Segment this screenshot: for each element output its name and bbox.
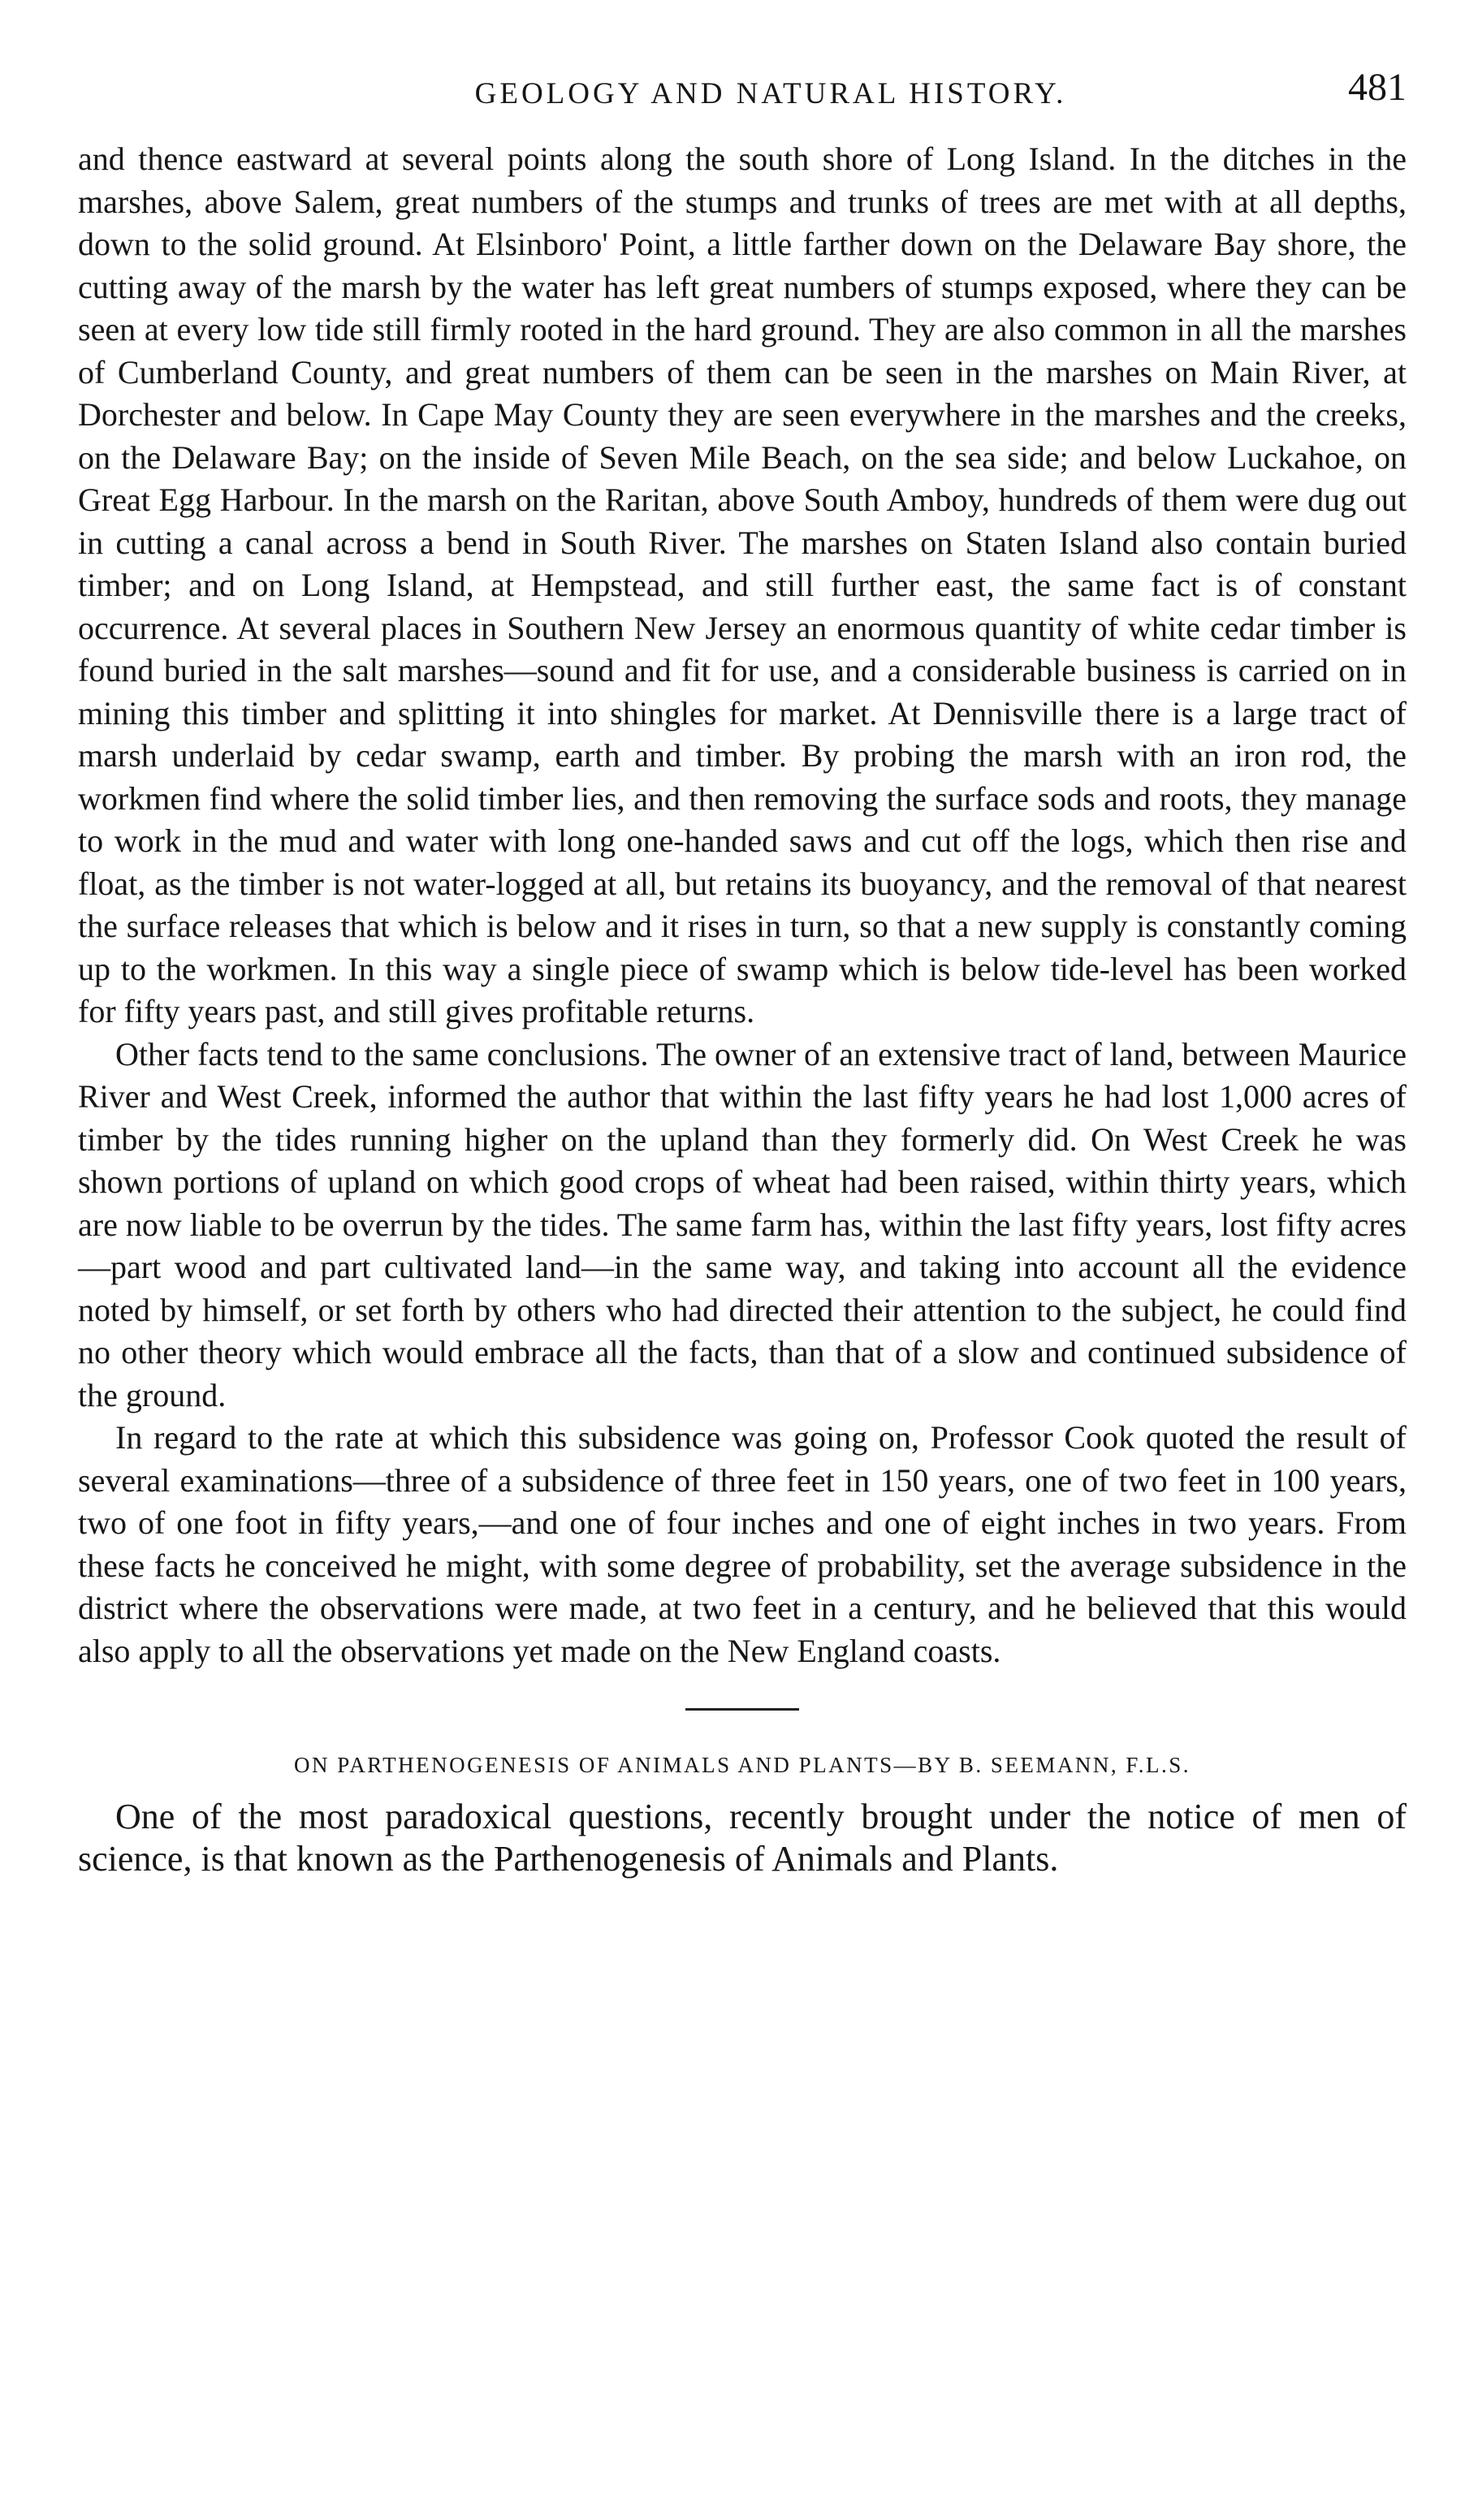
running-head [78, 65, 1407, 138]
paragraph-1: and thence eastward at several points along the south shore of Long Island. In the ditches in the marshes, above Salem, great numbers of the stumps and trunks of trees are met with at all depths, down to the solid ground. At Elsinboro' Point, a little farther down on the Delaware Bay shore, the cutting away of the marsh by the water has left great numbers of stumps exposed, where they can be seen at every low tide still firmly rooted in the hard ground. They are also common in all the marshes of Cumberland County, and great numbers of them can be seen in the marshes on Main River, at Dorchester and below. In Cape May County they are seen everywhere in the marshes and the creeks, on the Delaware Bay; on the inside of Seven Mile Beach, on the sea side; and below Luckahoe, on Great Egg Harbour. In the marsh on the Raritan, above South Amboy, hundreds of them were dug out in cutting a canal across a bend in South River. The marshes on Staten Island also contain buried timber; and on Long Island, at Hempstead, and still further east, the same fact is of constant occurrence. At several places in Southern New Jersey an enormous quantity of white cedar timber is found buried in the salt marshes—sound and fit for use, and a considerable business is carried on in mining this timber and splitting it into shingles for market. At Dennisville there is a large tract of marsh underlaid by cedar swamp, earth and timber. By probing the marsh with an iron rod, the workmen find where the solid timber lies, and then removing the surface sods and roots, they manage to work in the mud and water with long one-handed saws and cut off the logs, which then rise and float, as the timber is not water-logged at all, but retains its buoyancy, and the removal of that nearest the surface releases that which is below and it rises in turn, so that a new supply is constantly coming up to the workmen. In this way a single piece of swamp which is below tide-level has been worked for fifty years past, and still gives profitable returns. [78, 140, 1407, 1029]
paragraph-3: In regard to the rate at which this subsidence was going on, Professor Cook quoted the result of several examinations—three of a subsidence of three feet in 150 years, one of two feet in 100 years, two of one foot in fifty years,—and one of four inches and one of eight inches in two years. From these facts he conceived he might, with some degree of probability, set the average subsidence in the district where the observations were made, at two feet in a century, and he believed that this would also apply to all the observations yet made on the New England coasts. [78, 1419, 1407, 1669]
book-page [78, 65, 1407, 1880]
paragraph-2: Other facts tend to the same conclusions. The owner of an extensive tract of land, between Maurice River and West Creek, informed the author that within the last fifty years he had lost 1,000 acres of timber by the tides running higher on the upland than they formerly did. On West Creek he was shown portions of upland on which good crops of wheat had been raised, within thirty years, which are now liable to be overrun by the tides. The same farm has, within the last fifty years, lost fifty acres—part wood and part cultivated land—in the same way, and taking into account all the evidence noted by himself, or set forth by others who had directed their attention to the subject, he could find no other theory which would embrace all the facts, than that of a slow and continued subsidence of the ground. [78, 1035, 1407, 1413]
section-body: One of the most paradoxical questions, recently brought under the notice of men of science, is that known as the Parthenogenesis of Animals and Plants. [78, 1797, 1407, 1879]
section-heading: ON PARTHENOGENESIS OF ANIMALS AND PLANTS—BY B. SEEMANN, F.L.S. [293, 1753, 1191, 1777]
page-number: 481 [1348, 66, 1407, 109]
running-title: GEOLOGY AND NATURAL HISTORY. [474, 77, 1067, 110]
section-divider [685, 1708, 799, 1711]
